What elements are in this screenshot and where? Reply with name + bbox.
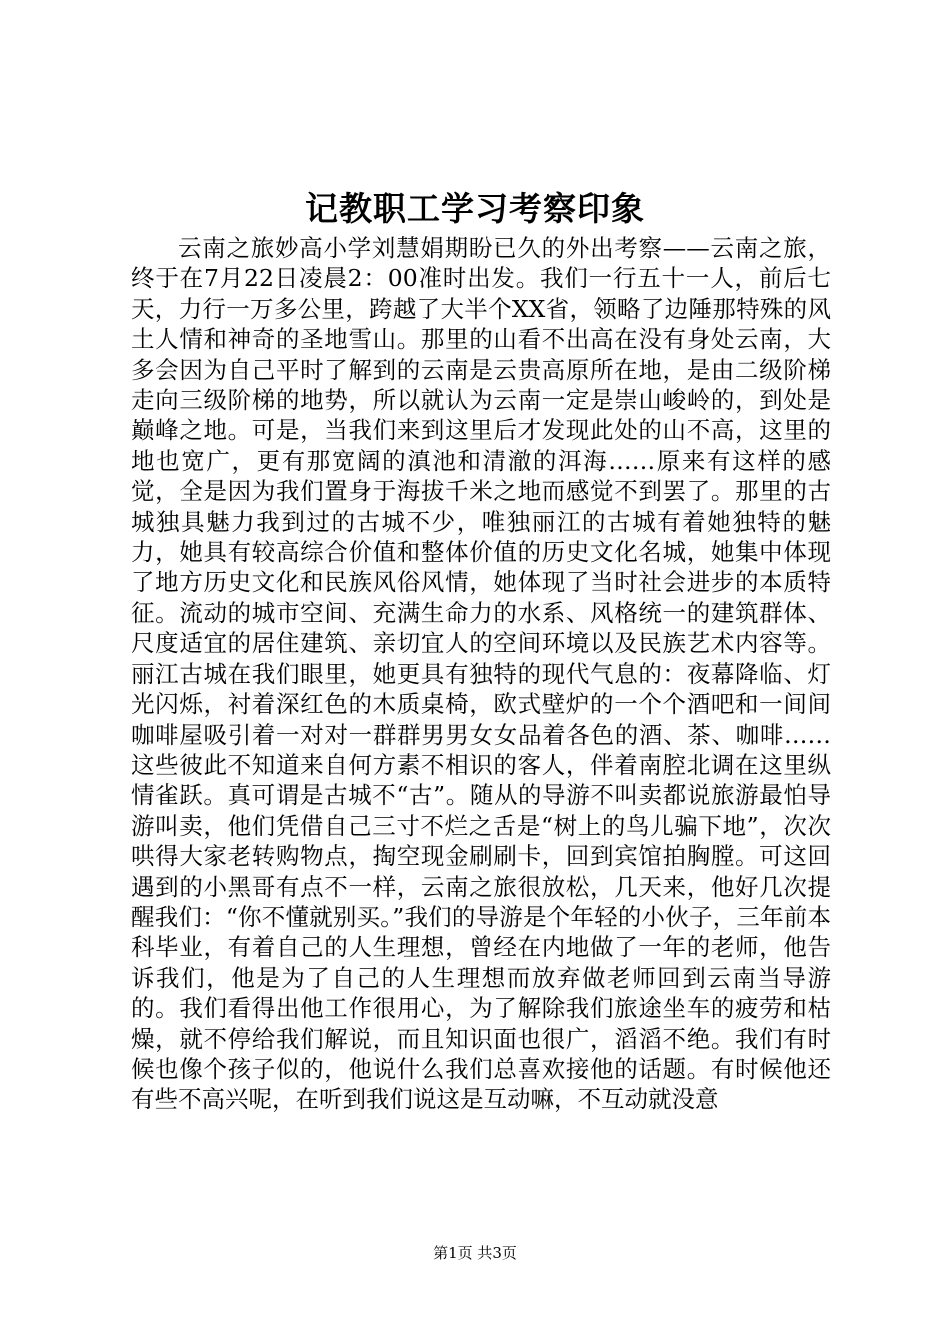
document-title: 记教职工学习考察印象 (305, 189, 645, 228)
page-footer: 第1页 共3页 (433, 1244, 517, 1262)
body-paragraph: 云南之旅妙高小学刘慧娟期盼已久的外出考察——云南之旅，终于在7月22日凌晨2：00准时出发。我们一行五十一人，前后七天，力行一万多公里，跨越了大半个XX省，领略了边陲那特殊的风土人情和神奇的圣地雪山。那里的山看不出高在没有身处云南，大多会因为自己平时了解到的云南是云贵高原所在地，是由二级阶梯走向三级阶梯的地势，所以就认为云南一定是崇山峻岭的，到处是巅峰之地。可是，当我们来到这里后才发现此处的山不高，这里的地也宽广，更有那宽阔的滇池和清澈的洱海……原来有这样的感觉，全是因为我们置身于海拔千米之地而感觉不到罢了。那里的古城独具魅力我到过的古城不少，唯独丽江的古城有着她独特的魅力，她具有较高综合价值和整体价值的历史文化名城，她集中体现了地方历史文化和民族风俗风情，她体现了当时社会进步的本质特征。流动的城市空间、充满生命力的水系、风格统一的建筑群体、尺度适宜的居住建筑、亲切宜人的空间环境以及民族艺术内容等。丽江古城在我们眼里，她更具有独特的现代气息的：夜幕降临、灯光闪烁，衬着深红色的木质桌椅，欧式壁炉的一个个酒吧和一间间咖啡屋吸引着一对对一群群男男女女品着各色的酒、茶、咖啡……这些彼此不知道来自何方素不相识的客人，伴着南腔北调在这里纵情雀跃。真可谓是古城不“古”。随从的导游不叫卖都说旅游最怕导游叫卖，他们凭借自己三寸不烂之舌是“树上的鸟儿骗下地”，次次哄得大家老转购物点，掏空现金刷刷卡，回到宾馆拍胸膛。可这回遇到的小黑哥有点不一样，云南之旅很放松，几天来，他好几次提醒我们：“你不懂就别买。”我们的导游是个年轻的小伙子，三年前本科毕业，有着自己的人生理想，曾经在内地做了一年的老师，他告诉我们，他是为了自己的人生理想而放弃做老师回到云南当导游的。我们看得出他工作很用心，为了解除我们旅途坐车的疲劳和枯燥，就不停给我们解说，而且知识面也很广，滔滔不绝。我们有时候也像个孩子似的，他说什么我们总喜欢接他的话题。有时候他还有些不高兴呢，在听到我们说这是互动嘛，不互动就没意 (131, 234, 831, 1114)
